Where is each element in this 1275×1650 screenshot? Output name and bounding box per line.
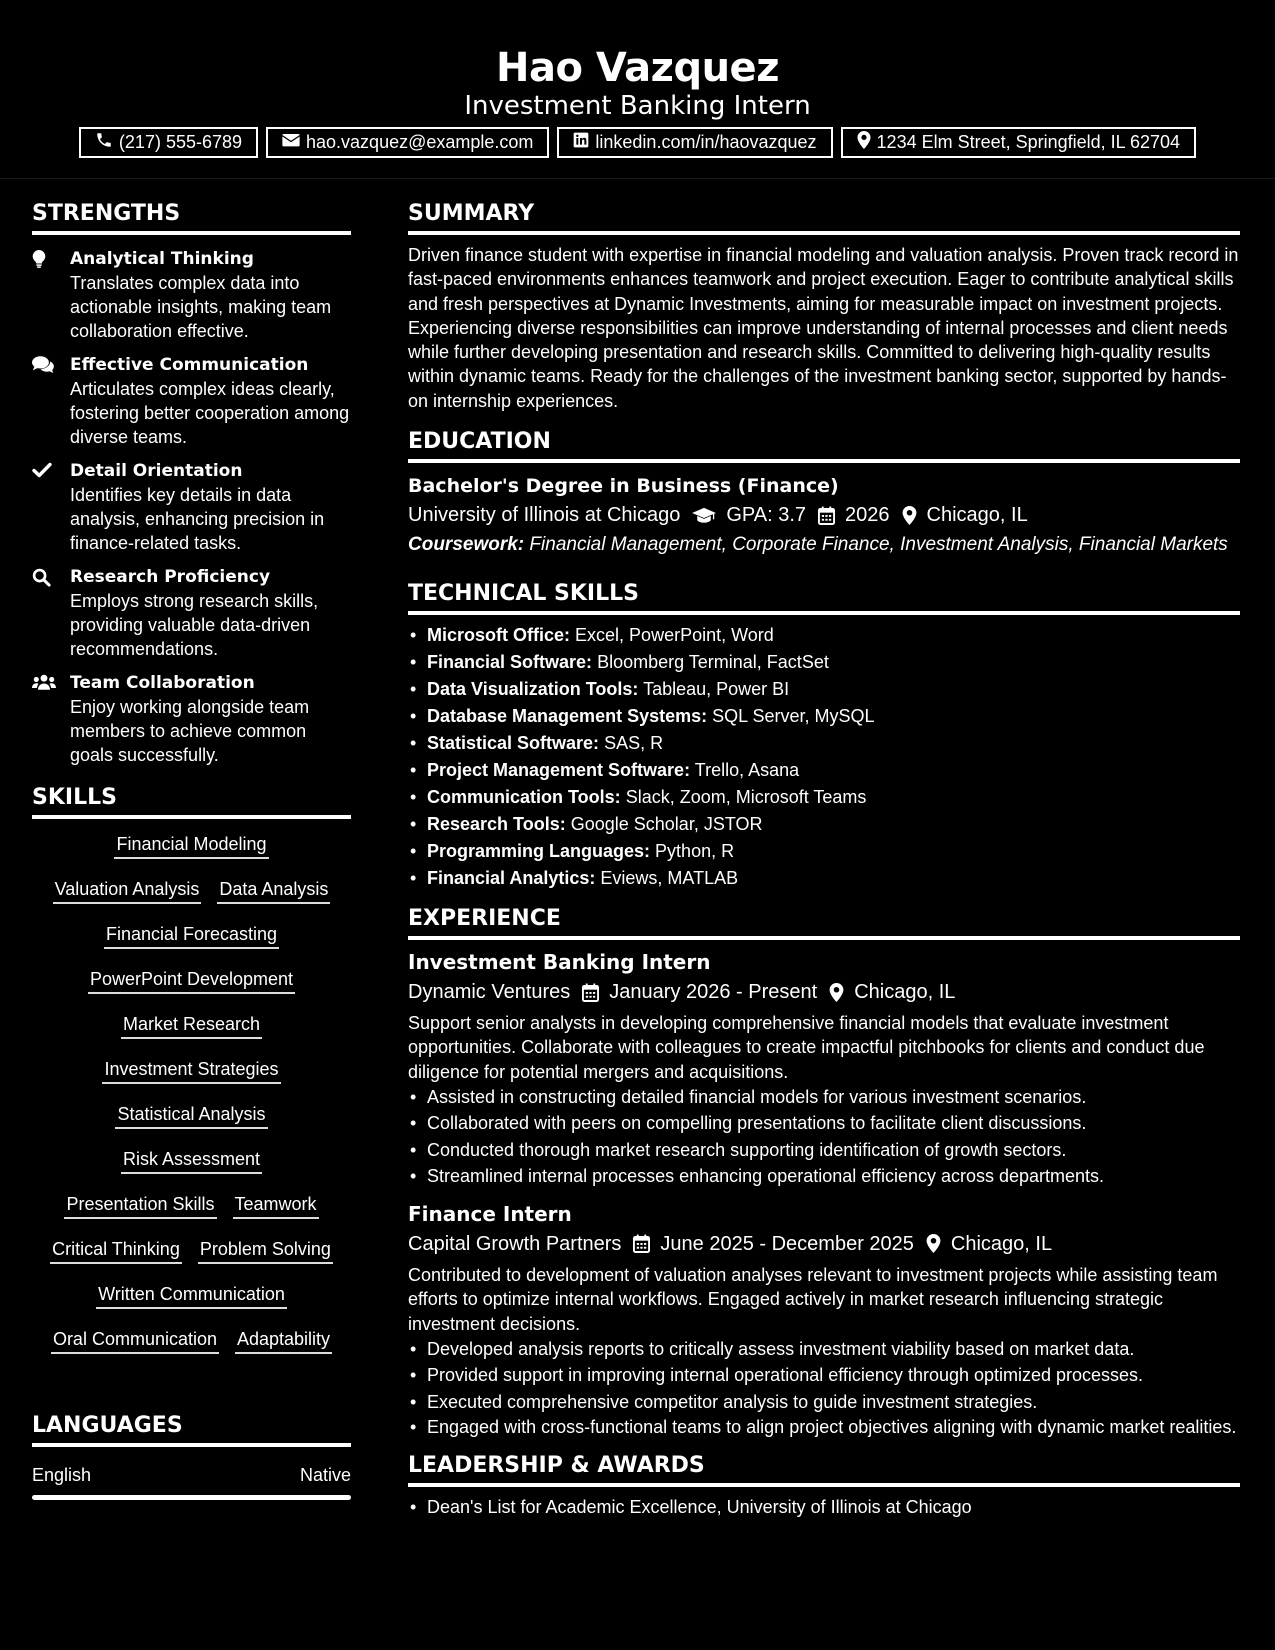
skill-tag: Valuation Analysis <box>53 876 202 904</box>
skill-tag: Statistical Analysis <box>115 1101 267 1129</box>
summary-heading: SUMMARY <box>408 197 1240 235</box>
job-bullets <box>408 1084 1240 1190</box>
linkedin-contact[interactable] <box>557 127 832 158</box>
degree-title: Bachelor's Degree in Business (Finance) <box>408 475 839 498</box>
skill-tag: Presentation Skills <box>64 1191 216 1219</box>
coursework <box>408 533 1240 557</box>
job-title: Investment Banking Intern <box>408 950 711 975</box>
leadership-list <box>408 1494 1240 1521</box>
job-bullet: • Developed analysis reports to critically assess investment viability based on market data. <box>408 1336 1240 1363</box>
left-column <box>32 197 351 1500</box>
technical-skill-item: • Communication Tools: Slack, Zoom, Microsoft Teams <box>408 784 1240 811</box>
strength-title: Research Proficiency <box>70 567 271 587</box>
languages-section <box>32 1409 351 1500</box>
linkedin-text: linkedin.com/in/haovazquez <box>595 132 817 152</box>
calendar-icon <box>818 506 835 525</box>
job-title: Finance Intern <box>408 1201 572 1226</box>
location-icon <box>857 131 871 154</box>
job-location: Chicago, IL <box>854 981 956 1004</box>
resume-header <box>0 0 1275 179</box>
strength-desc: Identifies key details in data analysis, enhancing precision in finance-related tasks. <box>70 485 325 553</box>
phone-icon <box>95 131 113 154</box>
strengths-section <box>32 197 351 767</box>
coursework-list: Financial Management, Corporate Finance, Investment Analysis, Financial Markets <box>529 534 1228 556</box>
technical-skill-item: • Microsoft Office: Excel, PowerPoint, Word <box>408 622 1240 649</box>
strength-item <box>32 459 351 555</box>
comments-icon <box>32 353 70 449</box>
technical-skill-item: • Statistical Software: SAS, R <box>408 730 1240 757</box>
strengths-heading: STRENGTHS <box>32 197 351 235</box>
job-meta <box>408 1228 1240 1260</box>
technical-skills-heading: TECHNICAL SKILLS <box>408 577 1240 615</box>
skill-tag: Written Communication <box>96 1281 287 1309</box>
strength-desc: Employs strong research skills, providing valuable data-driven recommendations. <box>70 591 319 659</box>
language-row <box>32 1462 351 1488</box>
job-bullet: • Assisted in constructing detailed financial models for various investment scenarios. <box>408 1084 1240 1111</box>
skill-tag: PowerPoint Development <box>88 966 295 994</box>
phone-contact[interactable] <box>79 127 258 158</box>
skill-tag: Market Research <box>121 1011 262 1039</box>
technical-skill-item: • Database Management Systems: SQL Server, MySQL <box>408 703 1240 730</box>
candidate-name: Hao Vazquez <box>496 45 779 91</box>
job-bullet: • Conducted thorough market research supporting identification of growth sectors. <box>408 1137 1240 1164</box>
strength-title: Effective Communication <box>70 355 309 375</box>
graduation-year: 2026 <box>845 504 890 527</box>
summary-text: Driven finance student with expertise in financial modeling and valuation analysis. Proven track record in fast-paced environments enhances teamwork and project execution. Eager to contribute analytical skills and fresh perspectives at Dynamic Investments, aiming for measurable impact on investment projects. Experiencing diverse responsibilities can improve understanding of internal processes and client needs while further developing presentation and research skills. Committed to delivering high-quality results within dynamic teams. Ready for the challenges of the investment banking sector, supported by hands-on internship experiences. <box>408 245 1239 411</box>
email-text: hao.vazquez@example.com <box>306 132 534 152</box>
skills-section <box>32 781 351 1371</box>
strength-desc: Articulates complex ideas clearly, fostering better cooperation among diverse teams. <box>70 379 350 447</box>
strength-item <box>32 353 351 449</box>
strength-title: Team Collaboration <box>70 673 255 693</box>
strength-title: Detail Orientation <box>70 461 243 481</box>
company-name: Dynamic Ventures <box>408 981 571 1004</box>
job-entry <box>408 948 1240 1190</box>
technical-skill-item: • Project Management Software: Trello, Asana <box>408 757 1240 784</box>
technical-skill-item: • Research Tools: Google Scholar, JSTOR <box>408 811 1240 838</box>
education-heading: EDUCATION <box>408 425 1240 463</box>
skill-tag: Critical Thinking <box>50 1236 182 1264</box>
job-description: Contributed to development of valuation analyses relevant to investment projects while assisting team efforts to optimize internal workflows. Engaged actively in market research influencing strategic investment decisions. <box>408 1264 1218 1334</box>
strength-item <box>32 565 351 661</box>
strength-desc: Enjoy working alongside team members to achieve common goals successfully. <box>70 697 310 765</box>
company-name: Capital Growth Partners <box>408 1232 622 1255</box>
job-bullet: • Engaged with cross-functional teams to align project objectives aligning with dynamic market realities. <box>408 1415 1240 1439</box>
location-icon <box>829 983 844 1002</box>
location-icon <box>902 506 917 525</box>
skill-tag: Problem Solving <box>198 1236 333 1264</box>
calendar-icon <box>582 983 599 1002</box>
email-icon <box>282 132 300 153</box>
language-proficiency-bar <box>32 1495 351 1500</box>
gpa: GPA: 3.7 <box>726 504 807 527</box>
leadership-section <box>408 1449 1240 1521</box>
skill-tag: Oral Communication <box>51 1326 219 1354</box>
strength-item <box>32 671 351 767</box>
technical-skills-section <box>408 577 1240 892</box>
job-bullet: • Executed comprehensive competitor analysis to guide investment strategies. <box>408 1389 1240 1416</box>
lightbulb-icon <box>32 247 70 343</box>
phone-text: (217) 555-6789 <box>118 132 243 152</box>
technical-skill-item: • Programming Languages: Python, R <box>408 838 1240 865</box>
check-icon <box>32 459 70 555</box>
job-bullet: • Collaborated with peers on compelling presentations to facilitate client discussions. <box>408 1110 1240 1137</box>
technical-skill-item: • Data Visualization Tools: Tableau, Power BI <box>408 676 1240 703</box>
job-meta <box>408 976 1240 1008</box>
award-item: • Dean's List for Academic Excellence, University of Illinois at Chicago <box>408 1494 1240 1521</box>
skill-tag: Teamwork <box>233 1191 319 1219</box>
skills-heading: SKILLS <box>32 781 351 819</box>
job-bullets <box>408 1336 1240 1440</box>
calendar-icon <box>633 1234 650 1253</box>
skill-tag: Financial Forecasting <box>104 921 279 949</box>
graduation-cap-icon <box>692 507 716 524</box>
contact-bar <box>0 127 1275 158</box>
skill-tag: Adaptability <box>235 1326 332 1354</box>
job-dates: June 2025 - December 2025 <box>660 1232 914 1255</box>
address-contact[interactable] <box>841 127 1197 158</box>
search-icon <box>32 565 70 661</box>
experience-section <box>408 902 1240 1439</box>
skills-list <box>32 831 351 1371</box>
strength-title: Analytical Thinking <box>70 249 254 269</box>
linkedin-icon <box>573 132 589 153</box>
job-bullet: • Provided support in improving internal operational efficiency through optimized processes. <box>408 1362 1240 1389</box>
strength-item <box>32 247 351 343</box>
experience-heading: EXPERIENCE <box>408 902 1240 940</box>
education-meta <box>408 499 1240 531</box>
technical-skill-item: • Financial Software: Bloomberg Terminal, FactSet <box>408 649 1240 676</box>
school-name: University of Illinois at Chicago <box>408 504 681 527</box>
email-contact[interactable] <box>266 127 549 158</box>
leadership-heading: LEADERSHIP & AWARDS <box>408 1449 1240 1487</box>
school-location: Chicago, IL <box>926 504 1028 527</box>
technical-skills-list <box>408 622 1240 892</box>
summary-section <box>408 197 1240 413</box>
languages-heading: LANGUAGES <box>32 1409 351 1447</box>
skill-tag: Risk Assessment <box>121 1146 262 1174</box>
skill-tag: Data Analysis <box>217 876 330 904</box>
job-bullet: • Streamlined internal processes enhancing operational efficiency across departments. <box>408 1163 1240 1190</box>
location-icon <box>926 1234 941 1253</box>
job-dates: January 2026 - Present <box>609 981 818 1004</box>
job-entry <box>408 1200 1240 1439</box>
job-description: Support senior analysts in developing comprehensive financial models that evaluate investment opportunities. Collaborate with colleagues to create impactful pitchbooks for clients and conduct due diligence for potential mergers and acquisitions. <box>408 1013 1205 1082</box>
education-section <box>408 425 1240 557</box>
language-name: English <box>32 1465 92 1485</box>
right-column <box>408 197 1240 1521</box>
users-icon <box>32 671 70 767</box>
technical-skill-item: • Financial Analytics: Eviews, MATLAB <box>408 865 1240 892</box>
strength-desc: Translates complex data into actionable insights, making team collaboration effective. <box>70 273 332 341</box>
skill-tag: Financial Modeling <box>114 831 268 859</box>
candidate-title: Investment Banking Intern <box>464 91 811 121</box>
address-text: 1234 Elm Street, Springfield, IL 62704 <box>876 132 1181 152</box>
skill-tag: Investment Strategies <box>102 1056 280 1084</box>
coursework-label: Coursework: <box>408 534 525 556</box>
language-level: Native <box>299 1465 351 1485</box>
job-location: Chicago, IL <box>950 1232 1053 1255</box>
